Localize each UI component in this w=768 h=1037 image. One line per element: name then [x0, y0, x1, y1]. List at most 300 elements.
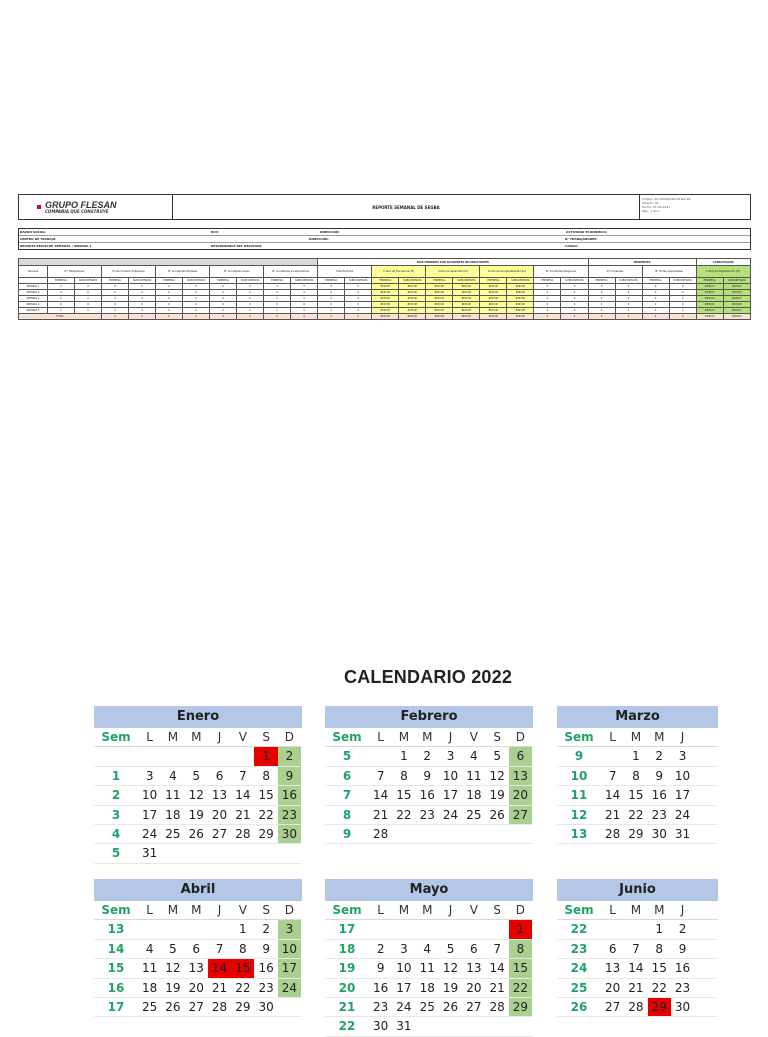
day-cell: 10: [396, 961, 412, 976]
day-cell: 16: [419, 788, 435, 803]
subheader-subcontrata: SUBCONTRATA: [291, 278, 318, 284]
table-cell: 0: [561, 308, 588, 314]
day-cell: 5: [493, 749, 501, 764]
weekday-header: M: [654, 903, 665, 917]
table-cell: 0: [642, 290, 669, 296]
table-cell: 0: [75, 308, 102, 314]
total-cell: 0: [615, 314, 642, 320]
day-cell: 23: [651, 807, 667, 822]
info-label: RESPONSABLE DEL REGISTRO:: [211, 244, 263, 248]
table-cell: #DIV/0!: [372, 296, 399, 302]
table-cell: 0: [669, 308, 696, 314]
week-row: [325, 959, 533, 978]
day-cell: 9: [262, 941, 270, 956]
subheader-empresa: EMPRESA: [696, 278, 723, 284]
week-row: [557, 747, 718, 766]
info-label: ACTIVIDAD ECONÓMICA:: [566, 230, 608, 234]
total-cell: 0: [534, 314, 561, 320]
day-cell: 20: [605, 980, 621, 995]
day-cell: 30: [278, 825, 301, 843]
table-cell: #DIV/0!: [507, 290, 534, 296]
table-cell: 0: [156, 308, 183, 314]
day-cell: 13: [466, 961, 482, 976]
table-cell: 0: [156, 284, 183, 290]
table-cell: 0: [588, 284, 615, 290]
day-cell: 16: [651, 788, 667, 803]
logo-subtitle: COMPAÑIA QUE CONSTRUYE: [45, 208, 109, 214]
day-cell: 18: [419, 980, 435, 995]
week-row: [325, 806, 533, 825]
week-row: [94, 825, 302, 844]
day-cell: 27: [605, 999, 621, 1014]
week-row: [94, 844, 302, 863]
report-table: [18, 258, 751, 320]
month-enero: [94, 706, 302, 864]
day-cell: 8: [262, 768, 270, 783]
week-row: [557, 979, 718, 998]
week-row: [557, 825, 718, 844]
table-cell: 0: [183, 290, 210, 296]
week-number-header: Sem: [101, 903, 131, 917]
weekday-header: M: [167, 903, 179, 917]
info-label: DIRECCIÓN:: [309, 237, 329, 241]
day-cell: 24: [142, 826, 158, 841]
group-spacer: [19, 259, 318, 266]
week-number: 5: [111, 846, 121, 861]
table-cell: 0: [75, 284, 102, 290]
column-header: N° Horas Capacitadas: [642, 266, 696, 278]
weekday-header-row: [94, 728, 302, 747]
column-header: N° Incidentes: [588, 266, 642, 278]
total-cell: 0: [345, 314, 372, 320]
day-cell: 6: [192, 941, 201, 956]
subheader-subcontrata: SUBCONTRATA: [615, 278, 642, 284]
total-cell: #DIV/0!: [723, 314, 750, 320]
day-cell: 1: [655, 922, 664, 937]
day-cell: [416, 825, 439, 843]
table-cell: 0: [561, 290, 588, 296]
day-cell: 8: [509, 940, 532, 958]
day-cell: 4: [169, 768, 177, 783]
info-label: CENTRO DE TRABAJO:: [20, 237, 57, 241]
table-cell: #DIV/0!: [723, 302, 750, 308]
total-cell: #DIV/0!: [453, 314, 480, 320]
table-cell: 0: [318, 308, 345, 314]
day-cell: 7: [493, 941, 501, 956]
total-cell: #DIV/0!: [399, 314, 426, 320]
column-header: Índice de Accidentabilidad (IA): [480, 266, 534, 278]
group-header: CAPACITACIÓN: [696, 259, 750, 266]
week-number: [94, 747, 138, 765]
day-cell: 14: [489, 961, 505, 976]
week-row: [94, 806, 302, 825]
table-cell: #DIV/0!: [723, 296, 750, 302]
day-cell: 9: [278, 767, 301, 785]
column-header: Días Perdidos: [318, 266, 372, 278]
day-cell: 1: [400, 749, 408, 764]
table-cell: 0: [615, 290, 642, 296]
weekday-header: S: [493, 730, 501, 744]
table-cell: #DIV/0!: [372, 302, 399, 308]
day-cell: 20: [188, 980, 204, 995]
week-row: [325, 747, 533, 766]
day-cell: 12: [489, 768, 505, 783]
weekday-header: D: [515, 730, 526, 744]
day-cell: 26: [489, 807, 505, 822]
table-cell: #DIV/0!: [453, 290, 480, 296]
day-cell: [208, 844, 231, 862]
day-cell: 24: [396, 999, 412, 1014]
day-cell: 12: [165, 961, 181, 976]
week-number: 4: [111, 826, 121, 841]
table-cell: #DIV/0!: [399, 308, 426, 314]
table-cell: 0: [183, 284, 210, 290]
table-cell: 0: [318, 296, 345, 302]
week-number-header: Sem: [101, 730, 131, 744]
table-cell: #DIV/0!: [453, 302, 480, 308]
day-cell: 23: [278, 806, 301, 824]
day-cell: 23: [674, 980, 691, 995]
day-cell: 22: [509, 979, 532, 997]
table-cell: 0: [129, 296, 156, 302]
table-cell: 0: [48, 296, 75, 302]
day-cell: [231, 844, 254, 862]
table-cell: 0: [75, 290, 102, 296]
column-header: Índice de Capacitación (IC): [696, 266, 750, 278]
day-cell: 22: [235, 980, 251, 995]
table-cell: 0: [561, 284, 588, 290]
table-total-row: [19, 314, 751, 320]
info-label: RUC:: [211, 230, 220, 234]
table-cell: #DIV/0!: [696, 290, 723, 296]
day-cell: 29: [509, 998, 532, 1016]
week-number: 22: [570, 922, 588, 937]
week-row: [325, 1017, 533, 1036]
week-number: 8: [342, 807, 352, 822]
day-cell: 17: [396, 980, 412, 995]
holiday-cell: 1: [509, 920, 532, 938]
week-number: 20: [338, 980, 356, 995]
day-cell: [369, 747, 392, 765]
month-name: Junio: [557, 879, 718, 901]
table-cell: 0: [156, 290, 183, 296]
day-cell: 4: [145, 941, 154, 956]
day-cell: 21: [628, 980, 644, 995]
day-cell: 6: [608, 941, 617, 956]
week-row: [94, 998, 302, 1017]
table-cell: 0: [642, 284, 669, 290]
table-cell: #DIV/0!: [426, 302, 453, 308]
day-cell: 20: [466, 980, 482, 995]
weekday-header: V: [238, 903, 247, 917]
day-cell: [509, 1017, 532, 1035]
row-label: SEMANA 1: [19, 284, 48, 290]
month-name: Enero: [94, 706, 302, 728]
table-cell: #DIV/0!: [453, 296, 480, 302]
table-cell: 0: [345, 296, 372, 302]
table-cell: 0: [588, 302, 615, 308]
day-cell: 19: [489, 788, 505, 803]
week-row: [94, 767, 302, 786]
subheader-empresa: EMPRESA: [318, 278, 345, 284]
table-cell: #DIV/0!: [372, 308, 399, 314]
day-cell: 28: [605, 826, 621, 841]
subheader-subcontrata: SUBCONTRATA: [507, 278, 534, 284]
day-cell: 23: [373, 999, 389, 1014]
table-cell: 0: [669, 296, 696, 302]
table-cell: #DIV/0!: [480, 284, 507, 290]
day-cell: 7: [376, 768, 385, 783]
table-cell: 0: [48, 302, 75, 308]
week-number: 17: [338, 922, 356, 937]
day-cell: 8: [655, 941, 664, 956]
table-cell: 0: [588, 308, 615, 314]
table-column-header: [19, 266, 751, 278]
month-name: Abril: [94, 879, 302, 901]
total-cell: 0: [318, 314, 345, 320]
day-cell: 30: [651, 826, 667, 841]
table-cell: 0: [237, 302, 264, 308]
table-cell: 0: [345, 308, 372, 314]
weekday-header-row: [557, 901, 718, 920]
day-cell: 25: [466, 807, 482, 822]
day-cell: 19: [188, 807, 204, 822]
weekday-header: S: [262, 730, 270, 744]
day-cell: 7: [632, 941, 640, 956]
total-cell: 0: [156, 314, 183, 320]
day-cell: 15: [509, 959, 532, 977]
day-cell: [462, 920, 485, 938]
day-cell: 18: [165, 807, 181, 822]
table-cell: 0: [237, 296, 264, 302]
table-cell: 0: [129, 284, 156, 290]
row-label: SEMANA 5: [19, 308, 48, 314]
day-cell: 9: [423, 768, 432, 783]
table-cell: 0: [210, 308, 237, 314]
week-number-header: Sem: [564, 730, 594, 744]
total-cell: 0: [669, 314, 696, 320]
report-title: REPORTE SEMANAL DE SEGBA: [173, 195, 640, 219]
weekday-header: M: [422, 903, 433, 917]
table-cell: #DIV/0!: [480, 296, 507, 302]
weekday-header: J: [680, 730, 685, 744]
table-cell: #DIV/0!: [480, 290, 507, 296]
info-label: RAZÓN SOCIAL:: [20, 230, 47, 234]
week-row: [325, 767, 533, 786]
subheader-subcontrata: SUBCONTRATA: [237, 278, 264, 284]
subheader-subcontrata: SUBCONTRATA: [75, 278, 102, 284]
weekday-header: D: [284, 730, 295, 744]
day-cell: 10: [278, 940, 301, 958]
weekday-header: M: [398, 903, 410, 917]
day-cell: 15: [651, 961, 667, 976]
weekday-header: J: [217, 730, 222, 744]
row-label: SEMANA 4: [19, 302, 48, 308]
table-cell: 0: [48, 284, 75, 290]
column-header: N° Accidentes Incapacitantes: [264, 266, 318, 278]
table-cell: #DIV/0!: [507, 284, 534, 290]
day-cell: 16: [258, 961, 274, 976]
day-cell: 15: [258, 788, 274, 803]
day-cell: 14: [373, 788, 389, 803]
day-cell: [392, 920, 415, 938]
weekday-header: L: [146, 730, 153, 744]
total-cell: 0: [561, 314, 588, 320]
day-cell: 26: [188, 826, 204, 841]
day-cell: 2: [678, 922, 687, 937]
week-row: [557, 998, 718, 1017]
table-cell: 0: [534, 290, 561, 296]
weekday-header-row: [557, 728, 718, 747]
info-row: [19, 229, 750, 236]
day-cell: 28: [373, 826, 389, 841]
week-number: 14: [107, 941, 125, 956]
table-cell: #DIV/0!: [480, 308, 507, 314]
weekday-header-row: [325, 728, 533, 747]
table-cell: #DIV/0!: [723, 290, 750, 296]
weekday-header: L: [377, 730, 384, 744]
total-cell: #DIV/0!: [507, 314, 534, 320]
day-cell: 16: [278, 786, 301, 804]
document-meta: [640, 195, 750, 219]
month-marzo: [557, 706, 718, 844]
day-cell: [485, 1017, 508, 1035]
logo-mark-icon: [37, 205, 41, 209]
day-cell: 9: [655, 768, 664, 783]
table-cell: 0: [291, 308, 318, 314]
table-cell: 0: [210, 302, 237, 308]
day-cell: 20: [211, 807, 228, 822]
subheader-empresa: EMPRESA: [588, 278, 615, 284]
week-number: 18: [338, 941, 356, 956]
day-cell: [161, 747, 184, 765]
subheader-empresa: EMPRESA: [426, 278, 453, 284]
day-cell: [439, 920, 462, 938]
column-header: Índice de Severidad (IS): [426, 266, 480, 278]
day-cell: 31: [396, 1019, 412, 1034]
day-cell: 11: [142, 961, 158, 976]
weekday-header: V: [469, 903, 478, 917]
table-cell: #DIV/0!: [480, 302, 507, 308]
week-number: 17: [107, 999, 125, 1014]
day-cell: [416, 1017, 439, 1035]
week-number: 19: [338, 961, 356, 976]
total-cell: 0: [210, 314, 237, 320]
table-cell: #DIV/0!: [507, 296, 534, 302]
table-cell: 0: [291, 296, 318, 302]
table-cell: 0: [291, 302, 318, 308]
subheader-subcontrata: SUBCONTRATA: [345, 278, 372, 284]
meta-line: Pág.: 1 de 1: [642, 209, 660, 213]
table-cell: 0: [129, 302, 156, 308]
day-cell: 30: [373, 1019, 389, 1034]
week-row: [325, 920, 533, 939]
day-cell: [624, 920, 647, 938]
week-row: [94, 940, 302, 959]
table-cell: 0: [642, 308, 669, 314]
day-cell: 16: [373, 980, 389, 995]
subheader-subcontrata: SUBCONTRATA: [183, 278, 210, 284]
table-cell: 0: [534, 284, 561, 290]
day-cell: 5: [446, 941, 455, 956]
table-cell: 0: [318, 302, 345, 308]
table-cell: 0: [615, 296, 642, 302]
week-number: 26: [570, 999, 588, 1014]
total-cell: 0: [237, 314, 264, 320]
day-cell: 10: [442, 768, 459, 783]
day-cell: 21: [211, 980, 228, 995]
total-cell: 0: [291, 314, 318, 320]
day-cell: 2: [376, 941, 385, 956]
day-cell: 28: [235, 826, 251, 841]
week-number: 7: [342, 788, 352, 803]
week-number: 9: [342, 826, 352, 841]
subheader-subcontrata: SUBCONTRATA: [399, 278, 426, 284]
day-cell: 21: [235, 807, 251, 822]
table-cell: 0: [183, 296, 210, 302]
total-cell: #DIV/0!: [426, 314, 453, 320]
table-cell: 0: [48, 308, 75, 314]
weekday-header: S: [262, 903, 270, 917]
day-cell: 7: [239, 768, 247, 783]
day-cell: 5: [192, 768, 201, 783]
week-number: 15: [107, 961, 125, 976]
day-cell: 21: [489, 980, 505, 995]
day-cell: 17: [142, 807, 158, 822]
day-cell: 15: [396, 788, 412, 803]
day-cell: [439, 825, 462, 843]
day-cell: [392, 825, 415, 843]
day-cell: [509, 825, 532, 843]
week-row: [94, 920, 302, 939]
weekday-header: M: [654, 730, 665, 744]
week-number: 11: [570, 788, 588, 803]
day-cell: 22: [628, 807, 644, 822]
weekday-header: M: [630, 903, 642, 917]
day-cell: [208, 747, 231, 765]
subheader-subcontrata: SUBCONTRATA: [129, 278, 156, 284]
day-cell: [254, 844, 277, 862]
report-info-block: [18, 228, 751, 250]
table-cell: #DIV/0!: [426, 290, 453, 296]
table-cell: 0: [534, 296, 561, 302]
table-cell: 0: [588, 290, 615, 296]
day-cell: 17: [442, 788, 459, 803]
weekly-report: [18, 194, 751, 320]
day-cell: [416, 920, 439, 938]
day-cell: [231, 747, 254, 765]
table-cell: 0: [129, 308, 156, 314]
day-cell: 11: [165, 788, 181, 803]
week-number: 23: [570, 941, 588, 956]
day-cell: 25: [419, 999, 435, 1014]
weekday-header: M: [191, 730, 202, 744]
week-number: 5: [342, 749, 352, 764]
day-cell: 22: [258, 807, 274, 822]
day-cell: 17: [278, 959, 301, 977]
day-cell: [185, 920, 208, 938]
weekday-header: M: [630, 730, 642, 744]
weekday-header: M: [398, 730, 410, 744]
month-name: Mayo: [325, 879, 533, 901]
table-cell: #DIV/0!: [399, 296, 426, 302]
weekday-header: D: [284, 903, 295, 917]
table-cell: 0: [345, 302, 372, 308]
day-cell: 16: [674, 961, 691, 976]
day-cell: 1: [239, 922, 247, 937]
total-cell: 0: [183, 314, 210, 320]
day-cell: 2: [423, 749, 432, 764]
